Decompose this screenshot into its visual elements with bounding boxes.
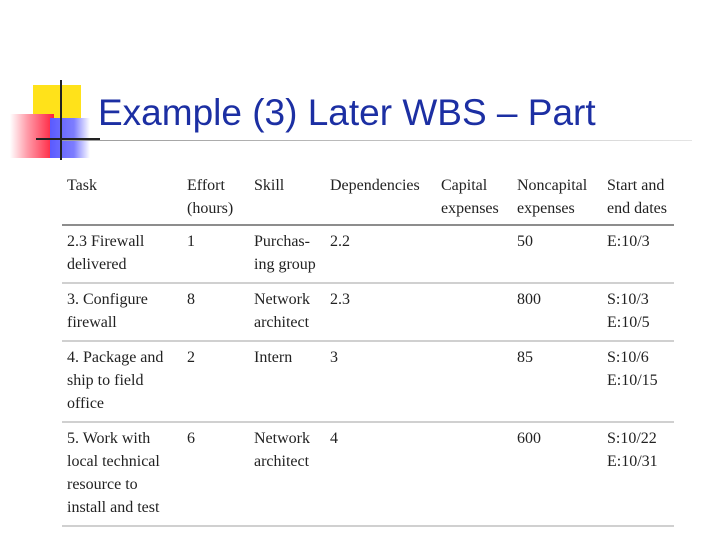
cell-skill: Network architect xyxy=(254,430,310,470)
cell-capital xyxy=(436,341,512,422)
cell-dates: S:10/22 E:10/31 xyxy=(607,430,658,470)
cell-dependencies: 2.3 xyxy=(330,291,350,308)
column-header-skill: Skill xyxy=(254,177,285,194)
table-row xyxy=(62,422,674,526)
slide-title: Example (3) Later WBS – Part xyxy=(98,92,596,133)
table-row xyxy=(62,341,674,422)
cell-dates: S:10/6 E:10/15 xyxy=(607,349,658,389)
column-header-noncapital-expenses: Noncapital expenses xyxy=(517,177,588,217)
cell-noncapital: 85 xyxy=(517,349,533,366)
cell-task: 2.3 Firewall delivered xyxy=(67,233,145,273)
vertical-line-decoration xyxy=(60,80,62,160)
column-header-capital-expenses: Capital expenses xyxy=(441,177,499,217)
cell-effort: 8 xyxy=(187,291,195,308)
table-row xyxy=(62,283,674,341)
title-divider xyxy=(62,140,692,141)
cell-dependencies: 2.2 xyxy=(330,233,350,250)
column-header-dates: Start and end dates xyxy=(607,177,667,217)
cell-dependencies: 4 xyxy=(330,430,338,447)
cell-effort: 1 xyxy=(187,233,195,250)
red-square-decoration xyxy=(10,114,54,158)
cell-dependencies: 3 xyxy=(330,349,338,366)
cell-skill: Purchas- ing group xyxy=(254,233,316,273)
wbs-table-container xyxy=(62,170,674,527)
cell-effort: 2 xyxy=(187,349,195,366)
cell-effort: 6 xyxy=(187,430,195,447)
cell-noncapital: 50 xyxy=(517,233,533,250)
cell-task: 3. Configure firewall xyxy=(67,291,148,331)
wbs-table xyxy=(62,170,674,527)
table-header-row xyxy=(62,170,674,225)
cell-capital xyxy=(436,283,512,341)
column-header-effort: Effort (hours) xyxy=(187,177,234,217)
cell-skill: Intern xyxy=(254,349,293,366)
cell-capital xyxy=(436,225,512,283)
cell-capital xyxy=(436,422,512,526)
cell-task: 5. Work with local technical resource to install and test xyxy=(67,430,160,516)
cell-dates: S:10/3 E:10/5 xyxy=(607,291,650,331)
slide-logo-decoration xyxy=(0,0,100,170)
cell-dates: E:10/3 xyxy=(607,233,650,250)
cell-noncapital: 600 xyxy=(517,430,541,447)
column-header-task: Task xyxy=(67,177,97,194)
cell-noncapital: 800 xyxy=(517,291,541,308)
cell-task: 4. Package and ship to field office xyxy=(67,349,164,412)
column-header-dependencies: Dependencies xyxy=(330,177,420,194)
table-row xyxy=(62,225,674,283)
cell-skill: Network architect xyxy=(254,291,310,331)
